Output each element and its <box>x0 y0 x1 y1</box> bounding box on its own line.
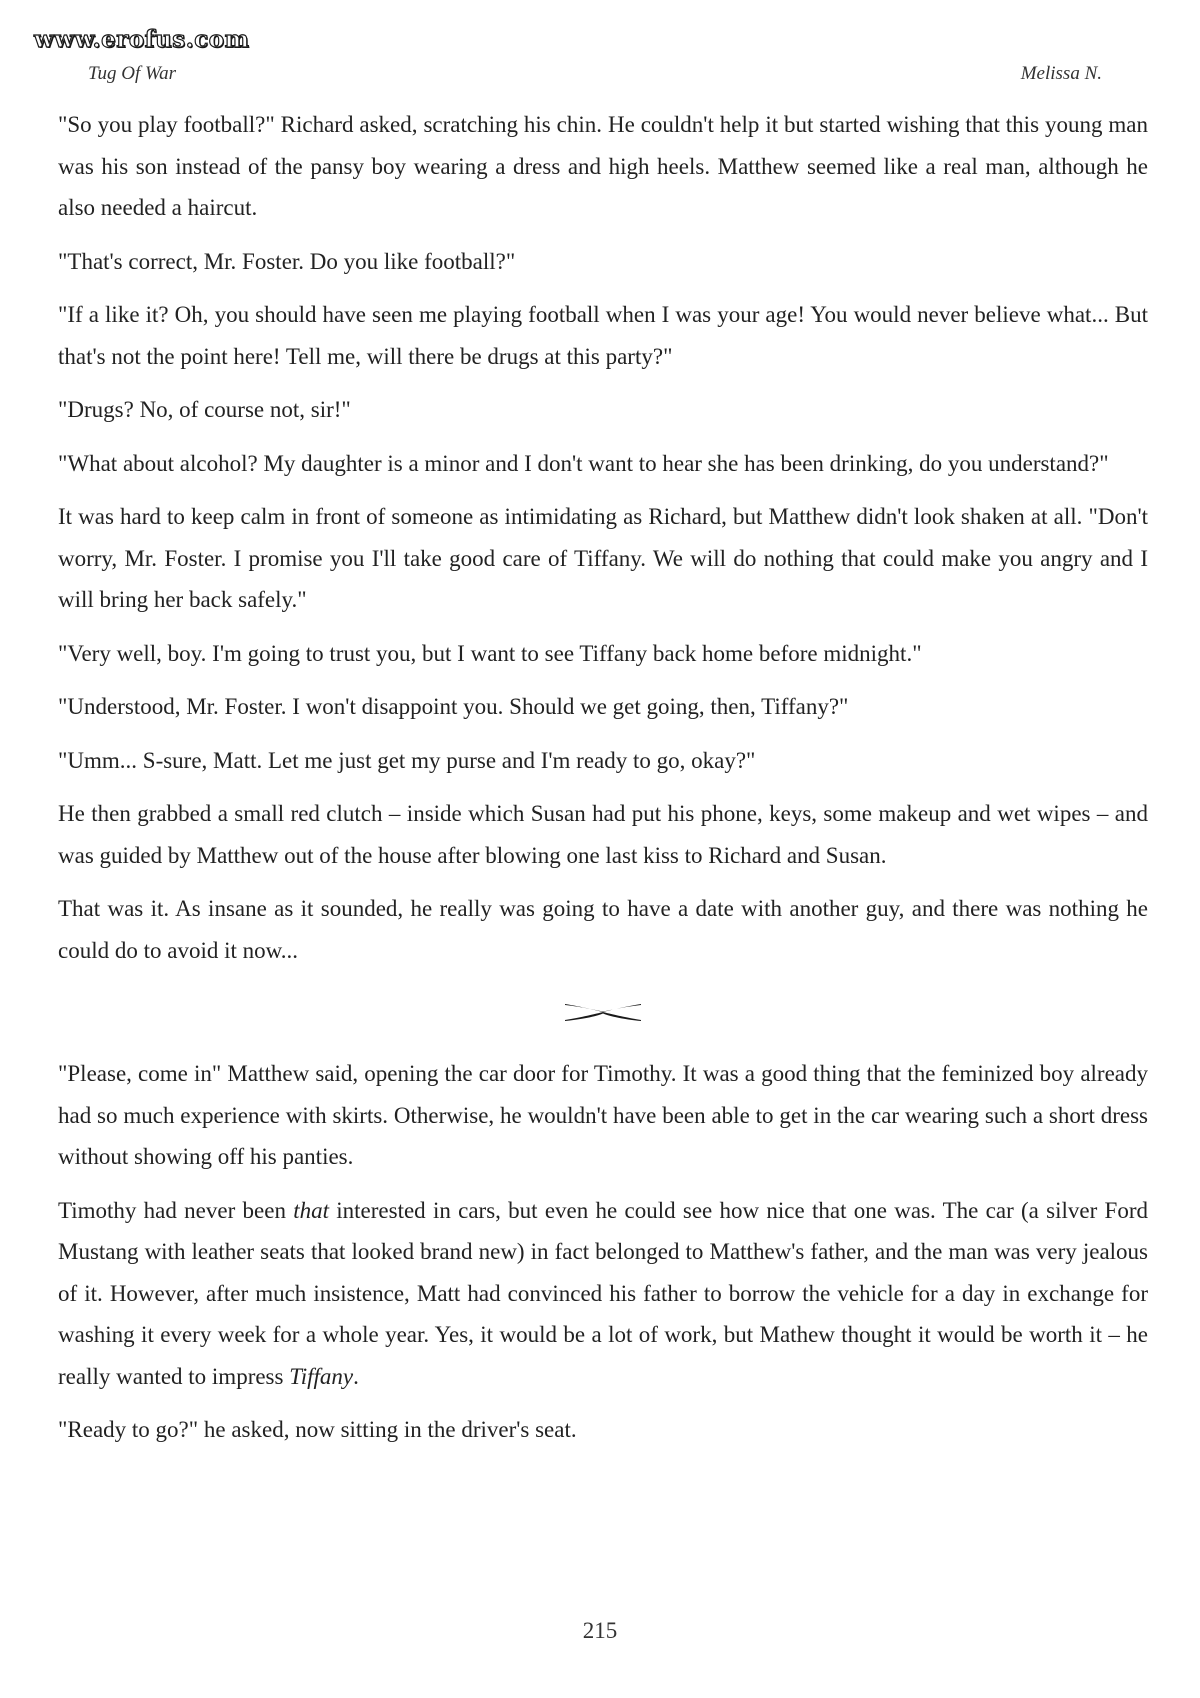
book-author: Melissa N. <box>1020 63 1102 84</box>
paragraph: "So you play football?" Richard asked, scratching his chin. He couldn't help it but started wishing that this young man was his son instead of the pansy boy wearing a dress and high heels. Matthew seemed like a real man, although he also needed a haircut. <box>58 112 1148 220</box>
running-header <box>88 63 1102 85</box>
paragraph: "Very well, boy. I'm going to trust you, but I want to see Tiffany back home before midnight." <box>58 640 922 666</box>
paragraph-text: interested in cars, but even he could see how nice that one was. The car (a silver Ford Mustang with leather seats that looked brand new) in fact belonged to Matthew's father, and the man was very jealous of it. However, after much insistence, Matt had convinced his father to borrow the vehicle for a day in exchange for washing it every week for a whole year. Yes, it would be a lot of work, but Mathew thought it would be worth it – he really wanted to impress <box>58 1197 1148 1389</box>
scene-break-icon <box>563 1001 643 1023</box>
paragraph: He then grabbed a small red clutch – inside which Susan had put his phone, keys, some makeup and wet wipes – and was guided by Matthew out of the house after blowing one last kiss to Richard and Susan. <box>58 801 1148 868</box>
paragraph: "That's correct, Mr. Foster. Do you like football?" <box>58 248 516 274</box>
paragraph: "Understood, Mr. Foster. I won't disappoint you. Should we get going, then, Tiffany?" <box>58 694 849 719</box>
paragraph: "Drugs? No, of course not, sir!" <box>58 397 351 422</box>
watermark: www.erofus.com <box>34 26 250 53</box>
paragraph-text: . <box>353 1363 359 1389</box>
paragraph: "Ready to go?" he asked, now sitting in the driver's seat. <box>58 1417 577 1442</box>
emphasis-text: Tiffany <box>289 1363 354 1389</box>
book-title: Tug Of War <box>88 63 176 84</box>
page-number: 215 <box>582 1618 618 1643</box>
paragraph: "If a like it? Oh, you should have seen me playing football when I was your age! You would never believe what... But that's not the point here! Tell me, will there be drugs at this party?" <box>58 302 1148 369</box>
paragraph-text: Timothy had never been <box>58 1197 294 1223</box>
section-break-ornament <box>58 983 1148 1041</box>
body-text <box>58 104 1148 1463</box>
emphasis-text: that <box>293 1197 329 1223</box>
paragraph <box>58 1190 1148 1398</box>
paragraph: It was hard to keep calm in front of someone as intimidating as Richard, but Matthew didn't look shaken at all. "Don't worry, Mr. Foster. I promise you I'll take good care of Tiffany. We will do nothing that could make you angry and I will bring her back safely." <box>58 504 1148 612</box>
paragraph: "Umm... S-sure, Matt. Let me just get my purse and I'm ready to go, okay?" <box>58 747 756 773</box>
paragraph: "What about alcohol? My daughter is a minor and I don't want to hear she has been drinking, do you understand?" <box>58 450 1109 476</box>
paragraph: "Please, come in" Matthew said, opening the car door for Timothy. It was a good thing that the feminized boy already had so much experience with skirts. Otherwise, he wouldn't have been able to get in the car wearing such a short dress without showing off his panties. <box>58 1061 1148 1169</box>
paragraph: That was it. As insane as it sounded, he really was going to have a date with another guy, and there was nothing he could do to avoid it now... <box>58 896 1148 963</box>
